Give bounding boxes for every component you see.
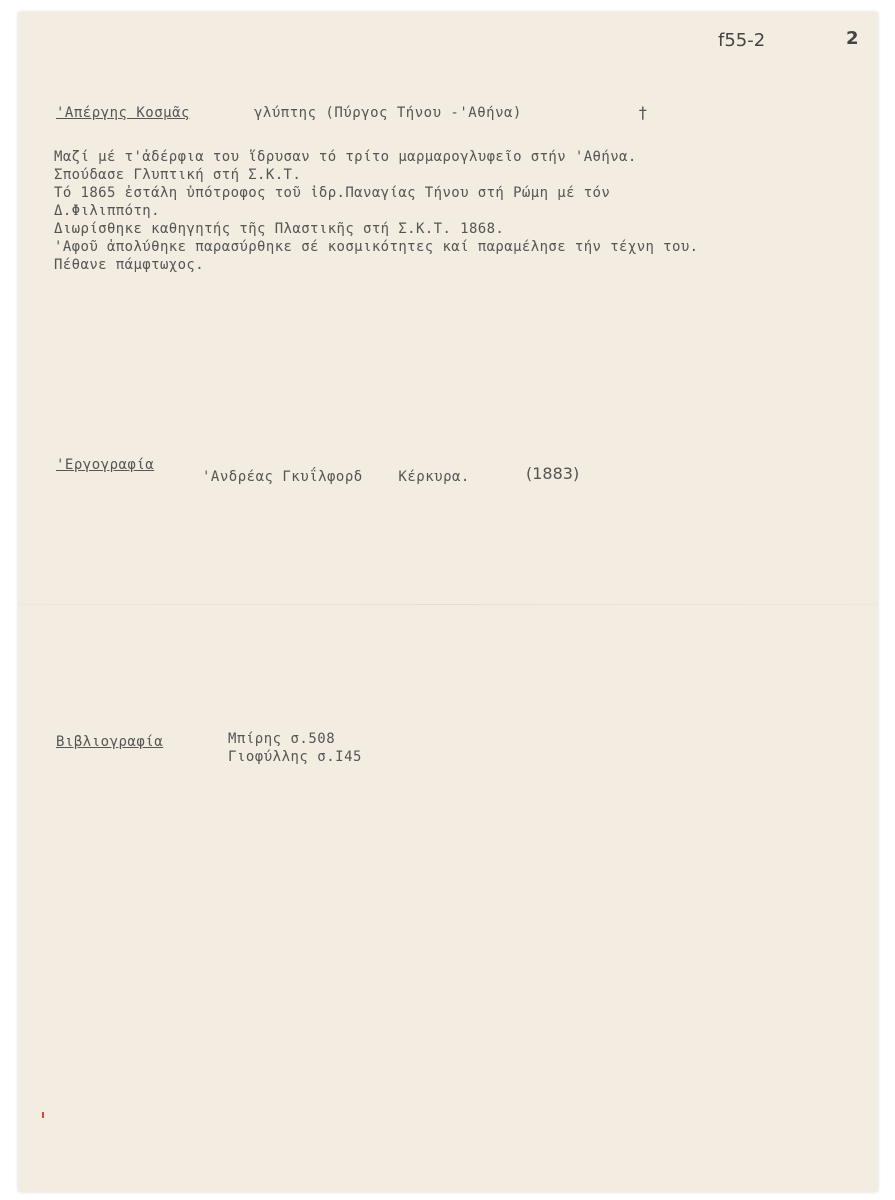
catalog-code-annotation: f55-2 [718,30,766,51]
bibliography-entry: Μπίρης σ.508 [228,731,336,747]
bibliography-entry: Γιοφύλλης σ.Ι45 [228,749,362,765]
works-heading: 'Εργογραφία [56,457,155,473]
bibliography-heading: Βιβλιογραφία [56,734,164,750]
bio-line: Τό 1865 ἐστάλη ὑπότροφος τοῦ ἰδρ.Παναγίας Τήνου στή Ρώμη μέ τόν [54,185,611,201]
page-number-annotation: 2 [846,28,859,49]
document-page [18,12,878,1192]
paper-fold [18,604,878,605]
bio-line: Σπούδασε Γλυπτική στή Σ.Κ.Τ. [54,167,302,183]
bio-line: Δ.Φιλιππότη. [54,203,160,219]
death-mark: † [638,103,649,122]
artist-role: γλύπτης (Πύργος Τήνου -'Αθήνα) [254,105,522,121]
works-entry: 'Ανδρέας Γκυΐλφορδ Κέρκυρα. [202,469,470,485]
red-ink-mark [42,1112,44,1118]
bio-line: Πέθανε πάμφτωχος. [54,257,205,273]
works-year-annotation: (1883) [526,464,580,483]
bio-line: Διωρίσθηκε καθηγητής τῆς Πλαστικῆς στή Σ.Κ.Τ. 1868. [54,221,505,237]
bio-line: 'Αφοῦ ἀπολύθηκε παρασύρθηκε σέ κοσμικότητες καί παραμέλησε τήν τέχνη του. [54,239,699,255]
artist-name: 'Απέργης Κοσμᾶς [56,105,190,121]
bio-line: Μαζί μέ τ'ἀδέρφια του ἵδρυσαν τό τρίτο μαρμαρογλυφεῖο στήν 'Αθήνα. [54,149,637,165]
